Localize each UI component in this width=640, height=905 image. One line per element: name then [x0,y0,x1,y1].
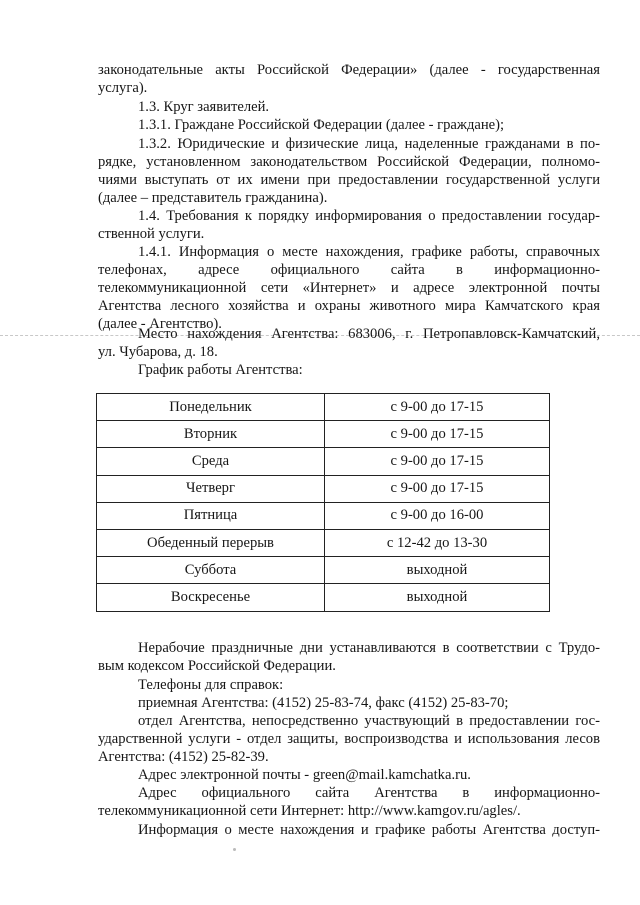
hours-cell: выходной [325,584,550,611]
day-cell: Суббота [97,557,325,584]
scan-speck [233,848,236,851]
text-line: рядке, установленном законодательством Российской Федерации, полномо- [98,154,600,170]
day-cell: Вторник [97,421,325,448]
hours-cell: с 9-00 до 17-15 [325,394,550,421]
table-row [97,557,550,584]
hours-cell: с 9-00 до 17-15 [325,475,550,502]
table-row [97,448,550,475]
text-line: услуга). [98,80,148,96]
phone-line: Агентства: (4152) 25-82-39. [98,749,269,765]
text-line: Агентства лесного хозяйства и охраны животного мира Камчатского края [98,298,600,314]
table-row [97,394,550,421]
hours-cell: с 9-00 до 16-00 [325,502,550,529]
text-line: (далее – представитель гражданина). [98,190,328,206]
text-line: 1.4.1. Информация о месте нахождения, графике работы, справочных [138,244,600,260]
text-line: Адрес официального сайта Агентства в информационно- [138,785,600,801]
schedule-caption: График работы Агентства: [138,362,303,378]
website-line: телекоммуникационной сети Интернет: http://www.kamgov.ru/agles/. [98,803,521,819]
table-row [97,502,550,529]
phone-line: приемная Агентства: (4152) 25-83-74, факс (4152) 25-83-70; [138,695,509,711]
text-line: телефонах, адресе официального сайта в информационно- [98,262,600,278]
day-cell: Пятница [97,502,325,529]
table-row [97,529,550,556]
hours-cell: с 12-42 до 13-30 [325,529,550,556]
day-cell: Понедельник [97,394,325,421]
day-cell: Воскресенье [97,584,325,611]
text-line: чиями выступать от их имени при предоставлении государственной услуги [98,172,600,188]
text-line: отдел Агентства, непосредственно участвующий в предоставлении гос- [138,713,600,729]
text-line: ударственной услуги - отдел защиты, воспроизводства и использования лесов [98,731,600,747]
text-line: (далее - Агентство). [98,316,222,332]
table-row [97,584,550,611]
text-line: Нерабочие праздничные дни устанавливаются в соответствии с Трудо- [138,640,600,656]
day-cell: Обеденный перерыв [97,529,325,556]
text-line: телекоммуникационной сети «Интернет» и адресе электронной почты [98,280,600,296]
email-line: Адрес электронной почты - green@mail.kamchatka.ru. [138,767,471,783]
hours-cell: выходной [325,557,550,584]
section-heading: 1.4. Требования к порядку информирования о предоставлении государ- [138,208,600,224]
agency-address: ул. Чубарова, д. 18. [98,344,218,360]
agency-address: Место нахождения Агентства: 683006, г. Петропавловск-Камчатский, [138,326,600,342]
text-line: Информация о месте нахождения и графике работы Агентства доступ- [138,822,600,838]
hours-cell: с 9-00 до 17-15 [325,421,550,448]
day-cell: Четверг [97,475,325,502]
schedule-table [96,393,550,612]
text-line: 1.3.2. Юридические и физические лица, наделенные гражданами в по- [138,136,600,152]
section-heading: 1.3. Круг заявителей. [138,99,270,115]
text-line: вым кодексом Российской Федерации. [98,658,336,674]
day-cell: Среда [97,448,325,475]
text-line: 1.3.1. Граждане Российской Федерации (далее - граждане); [138,117,505,133]
table-row [97,475,550,502]
text-line: ственной услуги. [98,226,205,242]
phones-heading: Телефоны для справок: [138,677,284,693]
text-line: законодательные акты Российской Федерации» (далее - государственная [98,62,600,78]
hours-cell: с 9-00 до 17-15 [325,448,550,475]
table-row [97,421,550,448]
